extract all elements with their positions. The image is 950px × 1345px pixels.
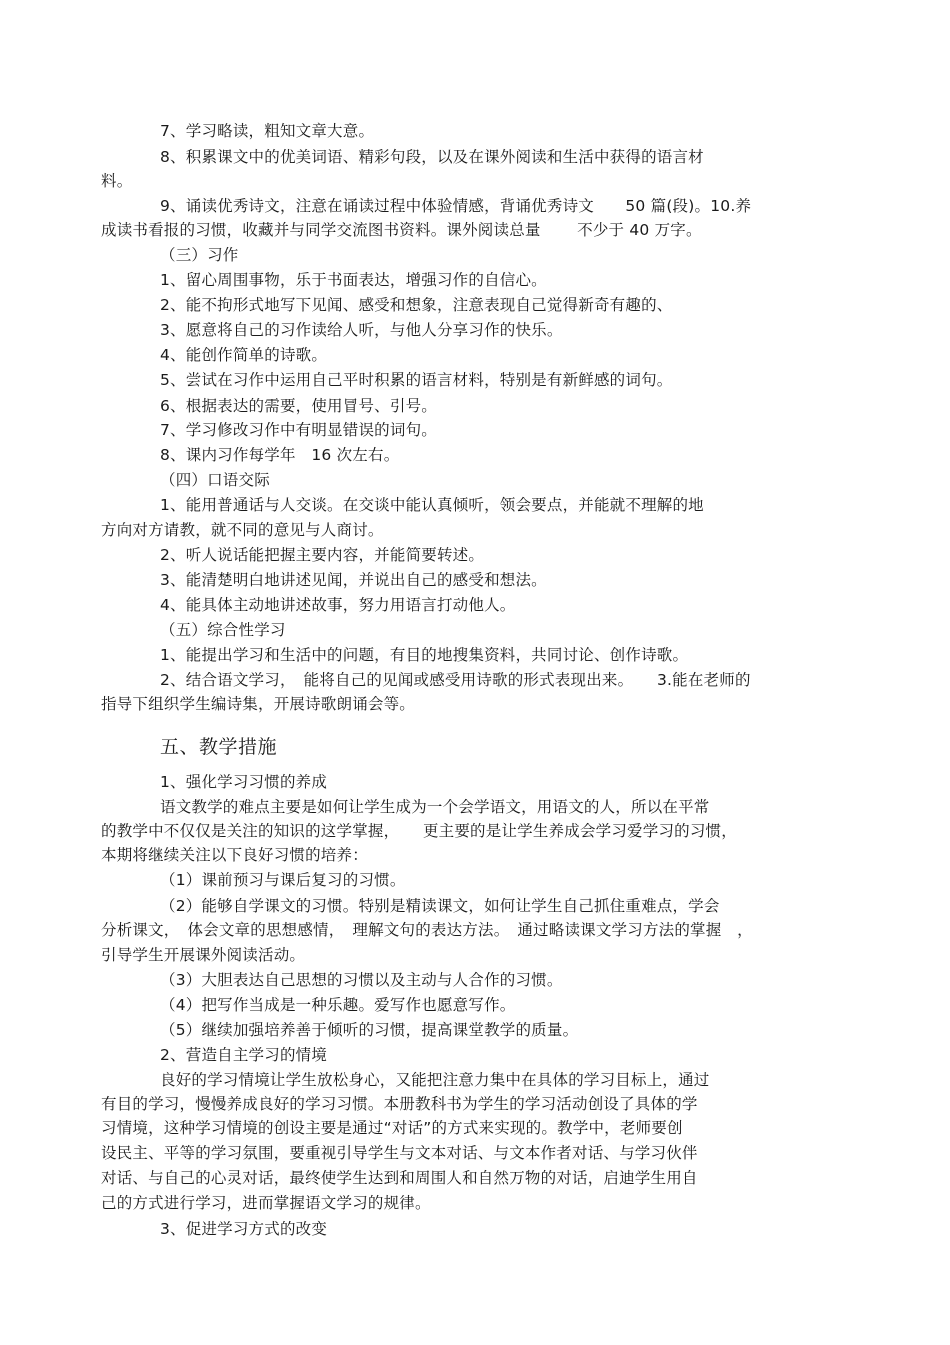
text-line: 3、能清楚明白地讲述见闻，并说出自己的感受和想法。 <box>160 571 547 589</box>
text-line: 的教学中不仅仅是关注的知识的这学掌握， 更主要的是让学生养成会学习爱学习的习惯， <box>101 822 737 840</box>
text-line: 1、能提出学习和生活中的问题，有目的地搜集资料，共同讨论、创作诗歌。 <box>160 646 689 664</box>
text-line: （2）能够自学课文的习惯。特别是精读课文，如何让学生自己抓住重难点，学会 <box>160 897 720 915</box>
text-line: 引导学生开展课外阅读活动。 <box>101 946 306 964</box>
text-line: 本期将继续关注以下良好习惯的培养： <box>101 846 368 864</box>
text-line: （5）继续加强培养善于倾听的习惯，提高课堂教学的质量。 <box>160 1021 579 1039</box>
subheading: 2、营造自主学习的情境 <box>160 1046 328 1064</box>
subheading: 3、促进学习方式的改变 <box>160 1220 328 1238</box>
text-line: 良好的学习情境让学生放松身心，又能把注意力集中在具体的学习目标上，通过 <box>160 1071 710 1089</box>
text-line: 3、愿意将自己的习作读给人听，与他人分享习作的快乐。 <box>160 321 563 339</box>
section-heading: （四）口语交际 <box>160 471 270 489</box>
text-line: （3）大胆表达自己思想的习惯以及主动与人合作的习惯。 <box>160 971 563 989</box>
text-line: 成读书看报的习惯，收藏并与同学交流图书资料。课外阅读总量 不少于 40 万字。 <box>101 221 702 239</box>
text-line: 习情境，这种学习情境的创设主要是通过“对话”的方式来实现的。教学中，老师要创 <box>101 1119 683 1137</box>
text-line: 方向对方请教，就不同的意见与人商讨。 <box>101 521 384 539</box>
text-line: 9、诵读优秀诗文，注意在诵读过程中体验情感，背诵优秀诗文 50 篇(段)。10.养 <box>160 197 752 215</box>
text-line: 语文教学的难点主要是如何让学生成为一个会学语文，用语文的人，所以在平常 <box>160 798 710 816</box>
text-line: 对话、与自己的心灵对话，最终使学生达到和周围人和自然万物的对话，启迪学生用自 <box>101 1169 698 1187</box>
text-line: 4、能具体主动地讲述故事，努力用语言打动他人。 <box>160 596 516 614</box>
text-line: 1、能用普通话与人交谈。在交谈中能认真倾听，领会要点，并能就不理解的地 <box>160 496 704 514</box>
text-line: 8、积累课文中的优美词语、精彩句段，以及在课外阅读和生活中获得的语言材 <box>160 148 704 166</box>
text-line: 分析课文， 体会文章的思想感情， 理解文句的表达方法。 通过略读课文学习方法的掌握 ， <box>101 921 753 939</box>
subheading: 1、强化学习习惯的养成 <box>160 773 328 791</box>
text-line: 2、结合语文学习， 能将自己的见闻或感受用诗歌的形式表现出来。 3.能在老师的 <box>160 671 751 689</box>
text-line: 有目的学习，慢慢养成良好的学习习惯。本册教科书为学生的学习活动创设了具体的学 <box>101 1095 698 1113</box>
chapter-heading: 五、教学措施 <box>160 736 278 758</box>
text-line: 1、留心周围事物，乐于书面表达，增强习作的自信心。 <box>160 271 547 289</box>
text-line: 2、能不拘形式地写下见闻、感受和想象，注意表现自己觉得新奇有趣的、 <box>160 296 673 314</box>
text-line: （1）课前预习与课后复习的习惯。 <box>160 871 406 889</box>
text-line: 7、学习修改习作中有明显错误的词句。 <box>160 421 437 439</box>
text-line: 料。 <box>101 172 133 190</box>
text-line: 5、尝试在习作中运用自己平时积累的语言材料，特别是有新鲜感的词句。 <box>160 371 673 389</box>
text-line: （4）把写作当成是一种乐趣。爱写作也愿意写作。 <box>160 996 516 1014</box>
text-line: 指导下组织学生编诗集，开展诗歌朗诵会等。 <box>101 695 416 713</box>
text-line: 6、根据表达的需要，使用冒号、引号。 <box>160 397 437 415</box>
section-heading: （三）习作 <box>160 246 239 264</box>
text-line: 设民主、平等的学习氛围，要重视引导学生与文本对话、与文本作者对话、与学习伙伴 <box>101 1144 698 1162</box>
text-line: 8、课内习作每学年 16 次左右。 <box>160 446 400 464</box>
section-heading: （五）综合性学习 <box>160 621 286 639</box>
text-line: 4、能创作简单的诗歌。 <box>160 346 328 364</box>
text-line: 7、学习略读，粗知文章大意。 <box>160 122 375 140</box>
text-line: 2、听人说话能把握主要内容，并能简要转述。 <box>160 546 485 564</box>
text-line: 己的方式进行学习，进而掌握语文学习的规律。 <box>101 1194 431 1212</box>
